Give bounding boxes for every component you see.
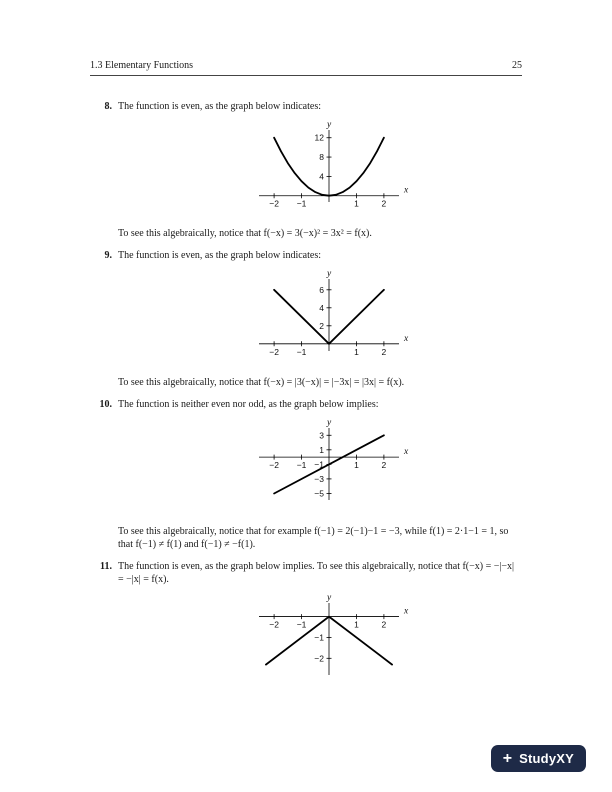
page-number: 25	[512, 60, 522, 71]
svg-text:−1: −1	[296, 619, 307, 630]
svg-text:x: x	[404, 606, 409, 617]
graph-problem-8	[225, 116, 415, 220]
svg-text:−1: −1	[314, 459, 324, 470]
svg-text:−5: −5	[314, 488, 324, 499]
svg-text:−1: −1	[314, 632, 324, 643]
problem-number: 8.	[104, 101, 112, 112]
svg-text:y: y	[327, 269, 332, 279]
graph-problem-10	[225, 414, 415, 518]
svg-text:1: 1	[354, 198, 359, 209]
graph-figure	[118, 116, 522, 224]
svg-text:−2: −2	[269, 198, 279, 209]
problem-note: To see this algebraically, notice that f(−x) = 3(−x)² = 3x² = f(x).	[118, 228, 372, 239]
svg-text:2: 2	[381, 198, 387, 209]
plus-icon: +	[502, 749, 513, 767]
logo-text: StudyXY	[519, 751, 574, 766]
svg-text:−2: −2	[269, 346, 279, 357]
problem-number: 10.	[99, 399, 112, 410]
svg-text:y: y	[327, 120, 332, 130]
svg-text:3: 3	[319, 430, 324, 441]
problem-statement: The function is even, as the graph below indicates:	[118, 250, 321, 261]
graph-problem-9	[225, 265, 415, 369]
problem-body	[118, 100, 522, 240]
svg-text:−1: −1	[296, 198, 307, 209]
svg-text:y: y	[327, 418, 332, 428]
graph-figure	[118, 589, 522, 697]
problem-statement: The function is even, as the graph below indicates:	[118, 101, 321, 112]
svg-text:1: 1	[354, 619, 359, 630]
svg-text:4: 4	[319, 302, 324, 313]
problem-note: To see this algebraically, notice that for example f(−1) = 2(−1)−1 = −3, while f(1) = 2·1−1 = 1, so that f(−1) ≠ f(1) and f(−1) ≠ −f(1).	[118, 526, 509, 550]
svg-text:x: x	[404, 333, 409, 344]
svg-text:1: 1	[319, 444, 324, 455]
problem-number: 11.	[100, 561, 112, 572]
svg-text:−1: −1	[296, 346, 307, 357]
svg-text:y: y	[327, 593, 332, 603]
svg-text:1: 1	[354, 346, 359, 357]
problem-statement: The function is neither even nor odd, as the graph below implies:	[118, 399, 379, 410]
graph-figure	[118, 414, 522, 522]
studyxy-logo-badge	[491, 745, 586, 772]
svg-text:−1: −1	[296, 460, 307, 471]
svg-text:1: 1	[354, 460, 359, 471]
section-title: 1.3 Elementary Functions	[90, 60, 194, 71]
problem-number: 9.	[104, 250, 112, 261]
problem-item-8	[90, 100, 522, 240]
svg-text:2: 2	[319, 320, 324, 331]
graph-figure	[118, 265, 522, 373]
svg-text:12: 12	[314, 132, 324, 143]
problem-body	[118, 560, 522, 700]
problem-body	[118, 249, 522, 389]
svg-text:2: 2	[381, 460, 387, 471]
problem-body	[118, 398, 522, 551]
problem-item-11	[90, 560, 522, 700]
svg-text:8: 8	[319, 152, 324, 163]
svg-text:−2: −2	[269, 460, 279, 471]
problem-item-9	[90, 249, 522, 389]
svg-text:4: 4	[319, 171, 324, 182]
svg-text:−2: −2	[269, 619, 279, 630]
svg-text:−3: −3	[314, 473, 324, 484]
problem-item-10	[90, 398, 522, 551]
problem-statement: The function is even, as the graph below implies. To see this algebraically, notice that f(−x) = −|−x| = −|x| = f(x).	[118, 561, 515, 585]
svg-text:−2: −2	[314, 653, 324, 664]
svg-text:6: 6	[319, 284, 324, 295]
svg-text:2: 2	[381, 346, 387, 357]
svg-text:2: 2	[381, 619, 387, 630]
svg-text:x: x	[404, 447, 409, 458]
svg-text:x: x	[404, 185, 409, 196]
graph-problem-11	[225, 589, 415, 693]
problem-note: To see this algebraically, notice that f(−x) = |3(−x)| = |−3x| = |3x| = f(x).	[118, 377, 405, 388]
page-header	[90, 60, 522, 76]
